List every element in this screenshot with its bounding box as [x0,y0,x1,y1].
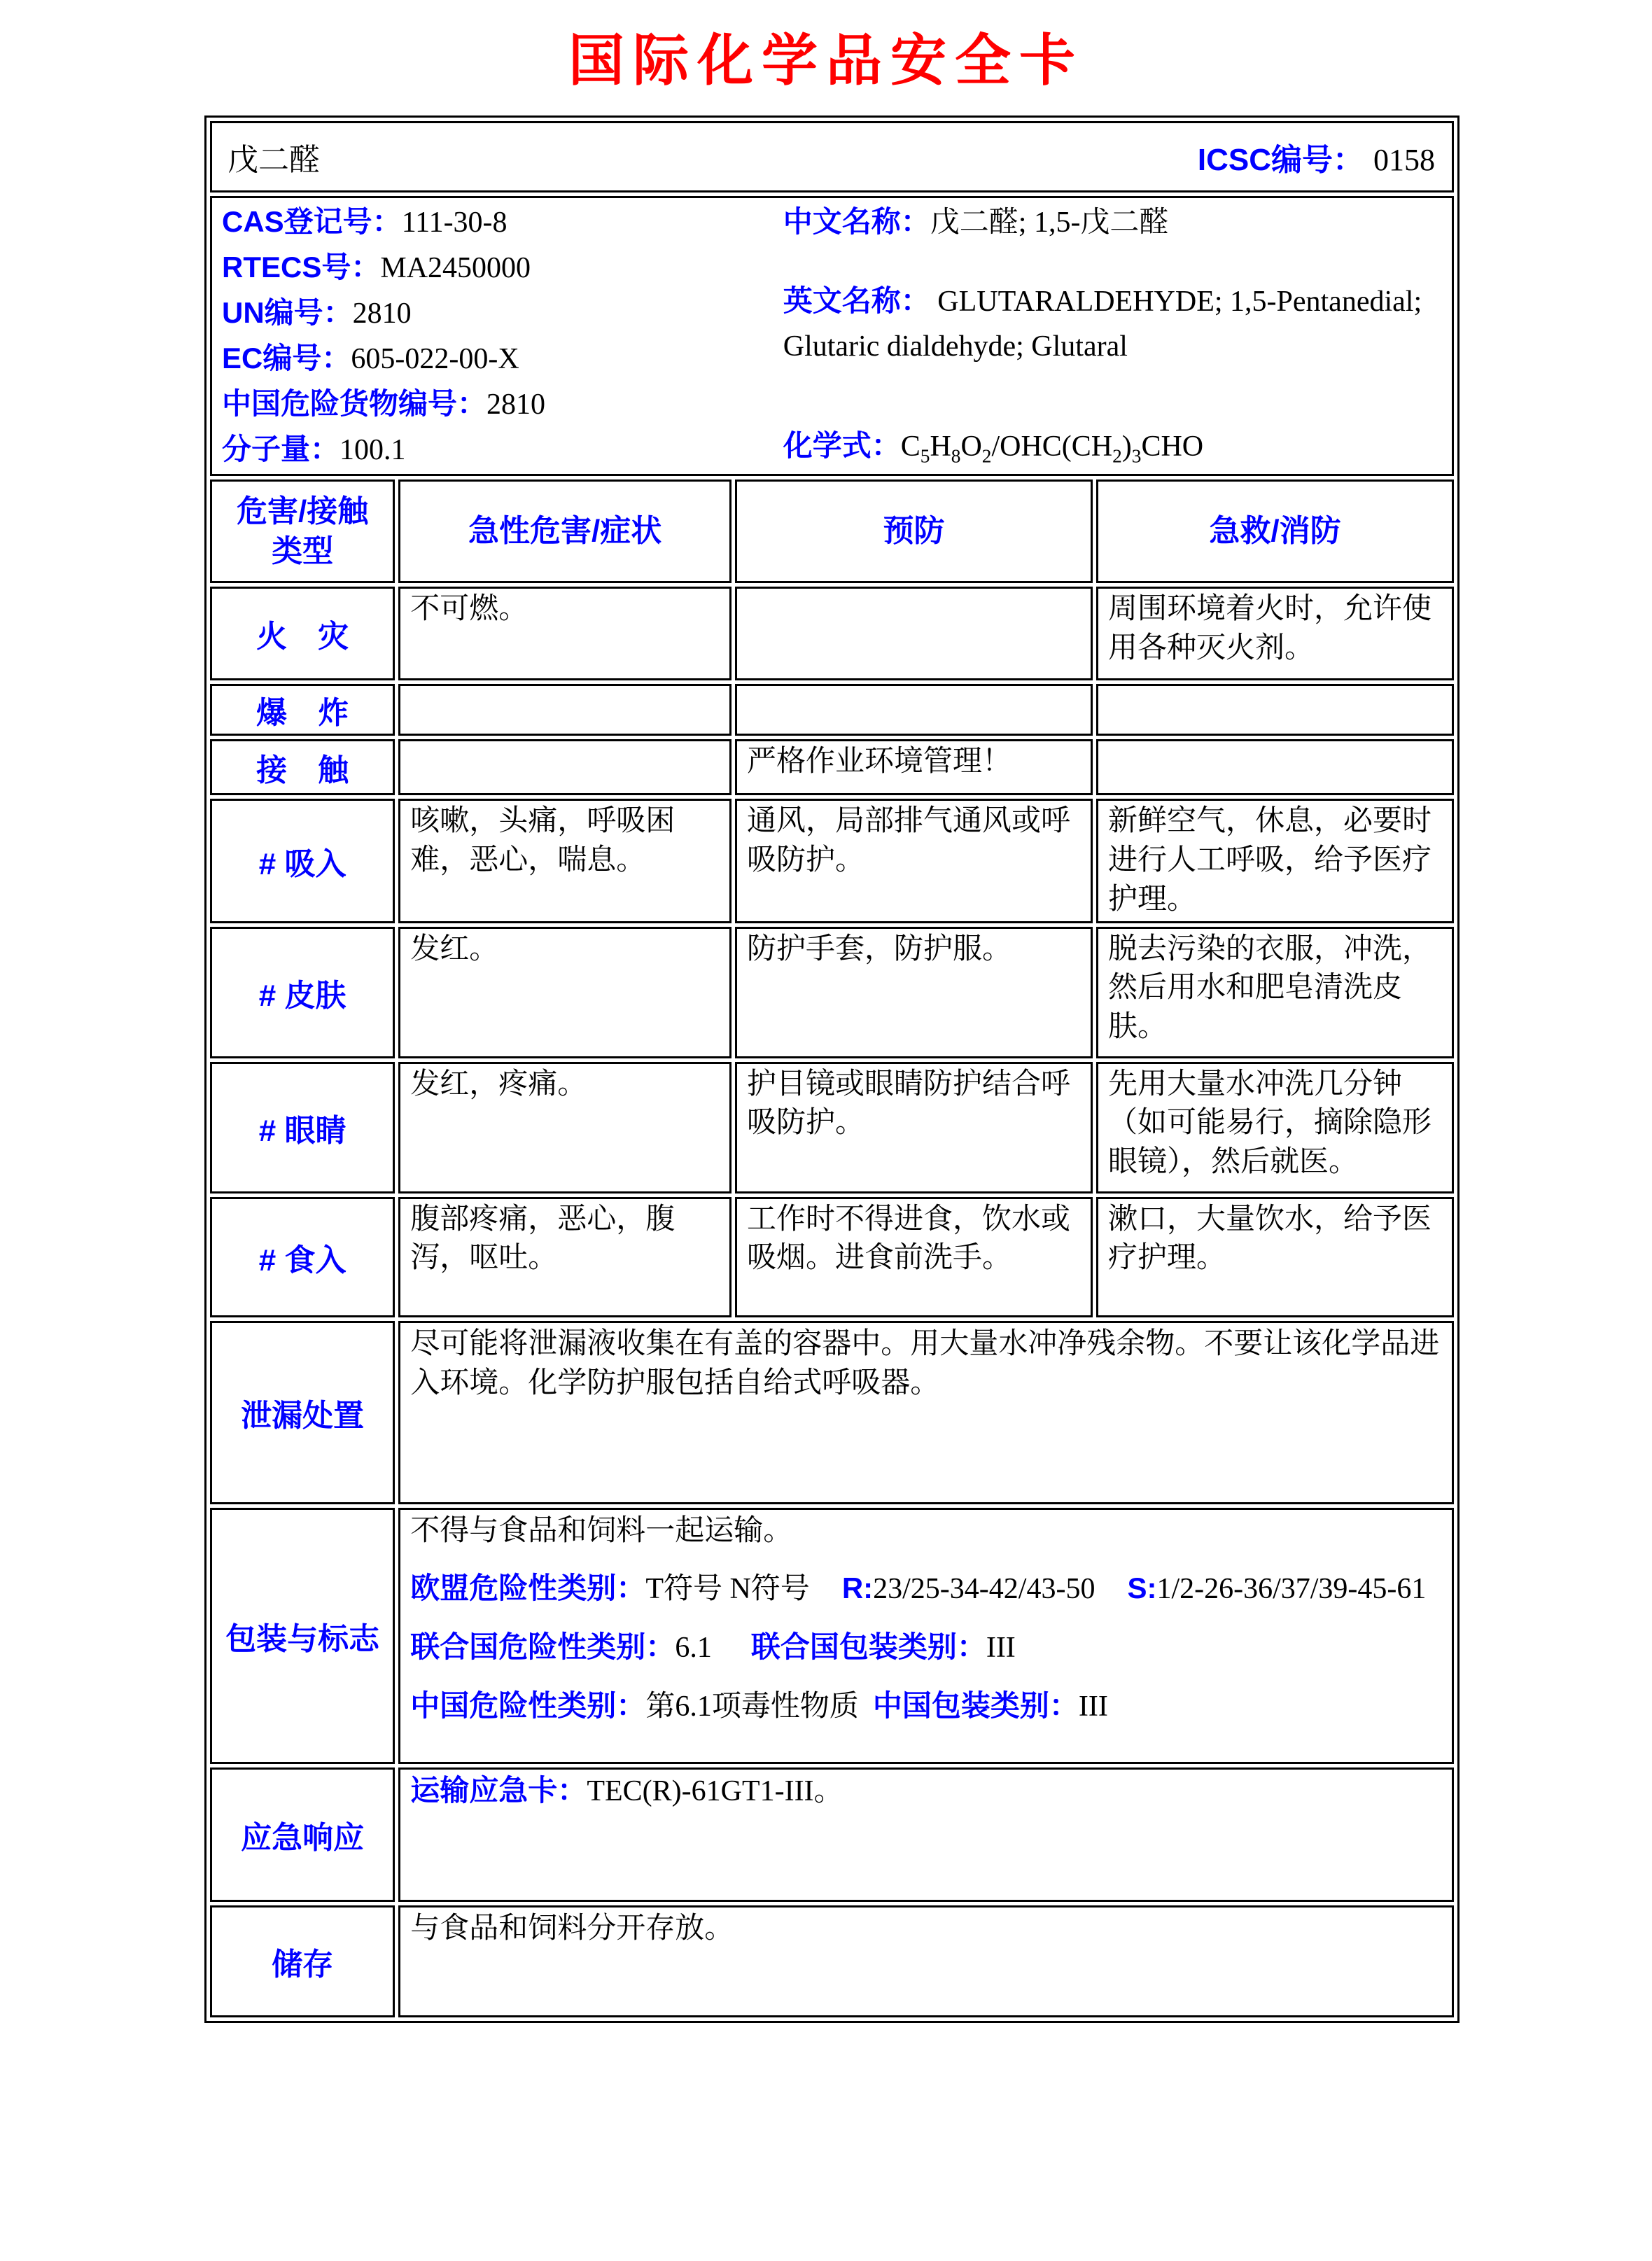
hazard-type-cell: 接 触 [210,739,395,795]
cn-class-label: 中国危险性类别： [410,1688,646,1722]
storage-section-row [210,1905,1454,2017]
header-hazard-type [210,479,395,583]
cn-class-line [410,1686,1442,1727]
un-pack-value: III [986,1631,1016,1664]
prevention-cell [735,684,1093,736]
formula-subscript: 8 [951,445,961,467]
english-name-value: GLUTARALDEHYDE; 1,5-Pentanedial; Glutaric dialdehyde; Glutaral [783,286,1422,363]
prevention-cell: 护目镜或眼睛防护结合呼吸防护。 [735,1062,1093,1194]
spill-section-content [398,1321,1454,1504]
molecular-weight-label: 分子量： [222,433,340,465]
chemical-formula [900,430,1204,467]
molecular-weight-value: 100.1 [340,434,406,466]
terc-line [410,1771,1442,1812]
cn-dangerous-goods-label: 中国危险货物编号： [222,387,487,420]
hazard-type-cell: 火 灾 [210,587,395,680]
formula-part: C [900,430,920,463]
icsc-number-group [1198,134,1435,179]
hazard-row-inhalation [210,799,1454,923]
formula-subscript: 2 [1112,445,1122,467]
symptoms-cell: 咳嗽，头痛，呼吸困难，恶心，喘息。 [398,799,732,923]
eu-hazard-line [410,1569,1442,1609]
hazard-row-explosion [210,684,1454,736]
s-phrases-value: 1/2-26-36/37/39-45-61 [1156,1573,1427,1606]
storage-section-content [398,1905,1454,2017]
formula-label: 化学式： [783,429,901,462]
formula-subscript: 2 [981,445,992,467]
rtecs-number-line [222,245,783,290]
ec-label: EC编号： [222,342,351,374]
identification-cell [210,196,1454,476]
cas-value: 111-30-8 [401,206,507,239]
transport-note: 不得与食品和饲料一起运输。 [410,1514,793,1547]
firstaid-cell: 先用大量水冲洗几分钟（如可能易行，摘除隐形眼镜），然后就医。 [1096,1062,1454,1194]
header-symptoms: 急性危害/症状 [398,479,732,583]
firstaid-cell: 脱去污染的衣服，冲洗，然后用水和肥皂清洗皮肤。 [1096,927,1454,1058]
prevention-cell: 工作时不得进食，饮水或吸烟。进食前洗手。 [735,1197,1093,1317]
eu-symbols: T符号 N符号 [645,1573,810,1606]
name-list [783,200,1442,472]
firstaid-cell [1096,739,1454,795]
hazard-type-cell: # 眼睛 [210,1062,395,1194]
cn-pack-value: III [1078,1690,1108,1723]
r-phrases-value: 23/25-34-42/43-50 [873,1573,1096,1606]
header-hazard-type-line2: 类型 [272,534,334,568]
identifier-list [222,200,783,472]
rtecs-value: MA2450000 [380,252,531,284]
hazard-type-cell: # 食入 [210,1197,395,1317]
hazard-row-eyes [210,1062,1454,1194]
card-header-row [210,121,1454,192]
cn-dangerous-goods-value: 2810 [486,388,546,421]
emergency-section-content [398,1768,1454,1902]
cn-dangerous-goods-line [222,382,783,427]
chinese-name-label: 中文名称： [783,205,930,238]
formula-part: H [930,430,951,463]
firstaid-cell [1096,684,1454,736]
firstaid-cell: 漱口，大量饮水，给予医疗护理。 [1096,1197,1454,1317]
hazard-row-fire [210,587,1454,680]
packaging-section-row [210,1508,1454,1764]
formula-part: O [960,430,982,463]
english-name-label: 英文名称： [783,284,930,317]
un-value: 2810 [352,298,412,330]
r-phrases-label: R: [841,1572,874,1605]
formula-part: /OHC(CH [991,430,1113,463]
cas-label: CAS登记号： [222,205,402,238]
header-firstaid: 急救/消防 [1096,479,1454,583]
symptoms-cell: 不可燃。 [398,587,732,680]
s-phrases-label: S: [1127,1572,1157,1605]
spill-section-row [210,1321,1454,1504]
un-class-value: 6.1 [675,1631,712,1664]
formula-subscript: 5 [920,445,930,467]
ec-value: 605-022-00-X [351,343,519,375]
prevention-cell [735,587,1093,680]
un-number-line [222,290,783,336]
firstaid-cell: 新鲜空气，休息，必要时进行人工呼吸，给予医疗护理。 [1096,799,1454,923]
formula-part: CHO [1141,430,1204,463]
spill-section-label: 泄漏处置 [210,1321,395,1504]
rtecs-label: RTECS号： [222,251,381,284]
cn-pack-label: 中国包装类别： [872,1688,1079,1722]
hazard-row-skin [210,927,1454,1058]
ec-number-line [222,336,783,382]
hazard-row-ingestion [210,1197,1454,1317]
emergency-section-row [210,1768,1454,1902]
english-name-line [783,279,1442,369]
packaging-section-content [398,1508,1454,1764]
formula-part: ) [1121,430,1132,463]
page-title: 国际化学品安全卡 [568,29,1084,92]
spill-text: 尽可能将泄漏液收集在有盖的容器中。用大量水冲净残余物。不要让该化学品进入环境。化学防护服包括自给式呼吸器。 [410,1327,1440,1400]
cn-class-value: 第6.1项毒性物质 [645,1690,859,1723]
un-class-label: 联合国危险性类别： [410,1630,676,1663]
hazard-row-exposure [210,739,1454,795]
molecular-weight-line [222,427,783,472]
symptoms-cell: 腹部疼痛，恶心，腹泻，呕吐。 [398,1197,732,1317]
symptoms-cell: 发红，疼痛。 [398,1062,732,1194]
un-label: UN编号： [222,296,353,329]
emergency-section-label: 应急响应 [210,1768,395,1902]
packaging-section-label: 包装与标志 [210,1508,395,1764]
formula-line [783,424,1442,469]
icsc-card-table [204,115,1460,2023]
hazard-type-cell: # 吸入 [210,799,395,923]
formula-subscript: 3 [1131,445,1142,467]
chinese-name-value: 戊二醛; 1,5-戊二醛 [930,206,1169,239]
terc-value: TEC(R)-61GT1-III。 [587,1774,844,1807]
identification-row [210,196,1454,476]
chinese-name-line [783,200,1442,245]
icsc-label: ICSC编号： [1197,143,1364,177]
terc-label: 运输应急卡： [410,1773,587,1807]
symptoms-cell: 发红。 [398,927,732,1058]
header-hazard-type-line1: 危害/接触 [237,493,369,528]
cas-number-line [222,200,783,245]
symptoms-cell [398,739,732,795]
eu-class-label: 欧盟危险性类别： [410,1572,646,1605]
icsc-page [0,15,1652,2023]
prevention-cell: 严格作业环境管理！ [735,739,1093,795]
storage-text: 与食品和饲料分开存放。 [410,1912,734,1945]
header-prevention: 预防 [735,479,1093,583]
card-header-cell [210,121,1454,192]
hazard-type-cell: 爆 炸 [210,684,395,736]
storage-section-label: 储存 [210,1905,395,2017]
icsc-number: 0158 [1373,143,1435,177]
hazard-header-row [210,479,1454,583]
prevention-cell: 通风，局部排气通风或呼吸防护。 [735,799,1093,923]
un-pack-label: 联合国包装类别： [750,1630,986,1663]
hazard-type-cell: # 皮肤 [210,927,395,1058]
symptoms-cell [398,684,732,736]
chemical-name: 戊二醛 [227,143,320,177]
prevention-cell: 防护手套，防护服。 [735,927,1093,1058]
firstaid-cell: 周围环境着火时，允许使用各种灭火剂。 [1096,587,1454,680]
un-class-line [410,1628,1442,1668]
